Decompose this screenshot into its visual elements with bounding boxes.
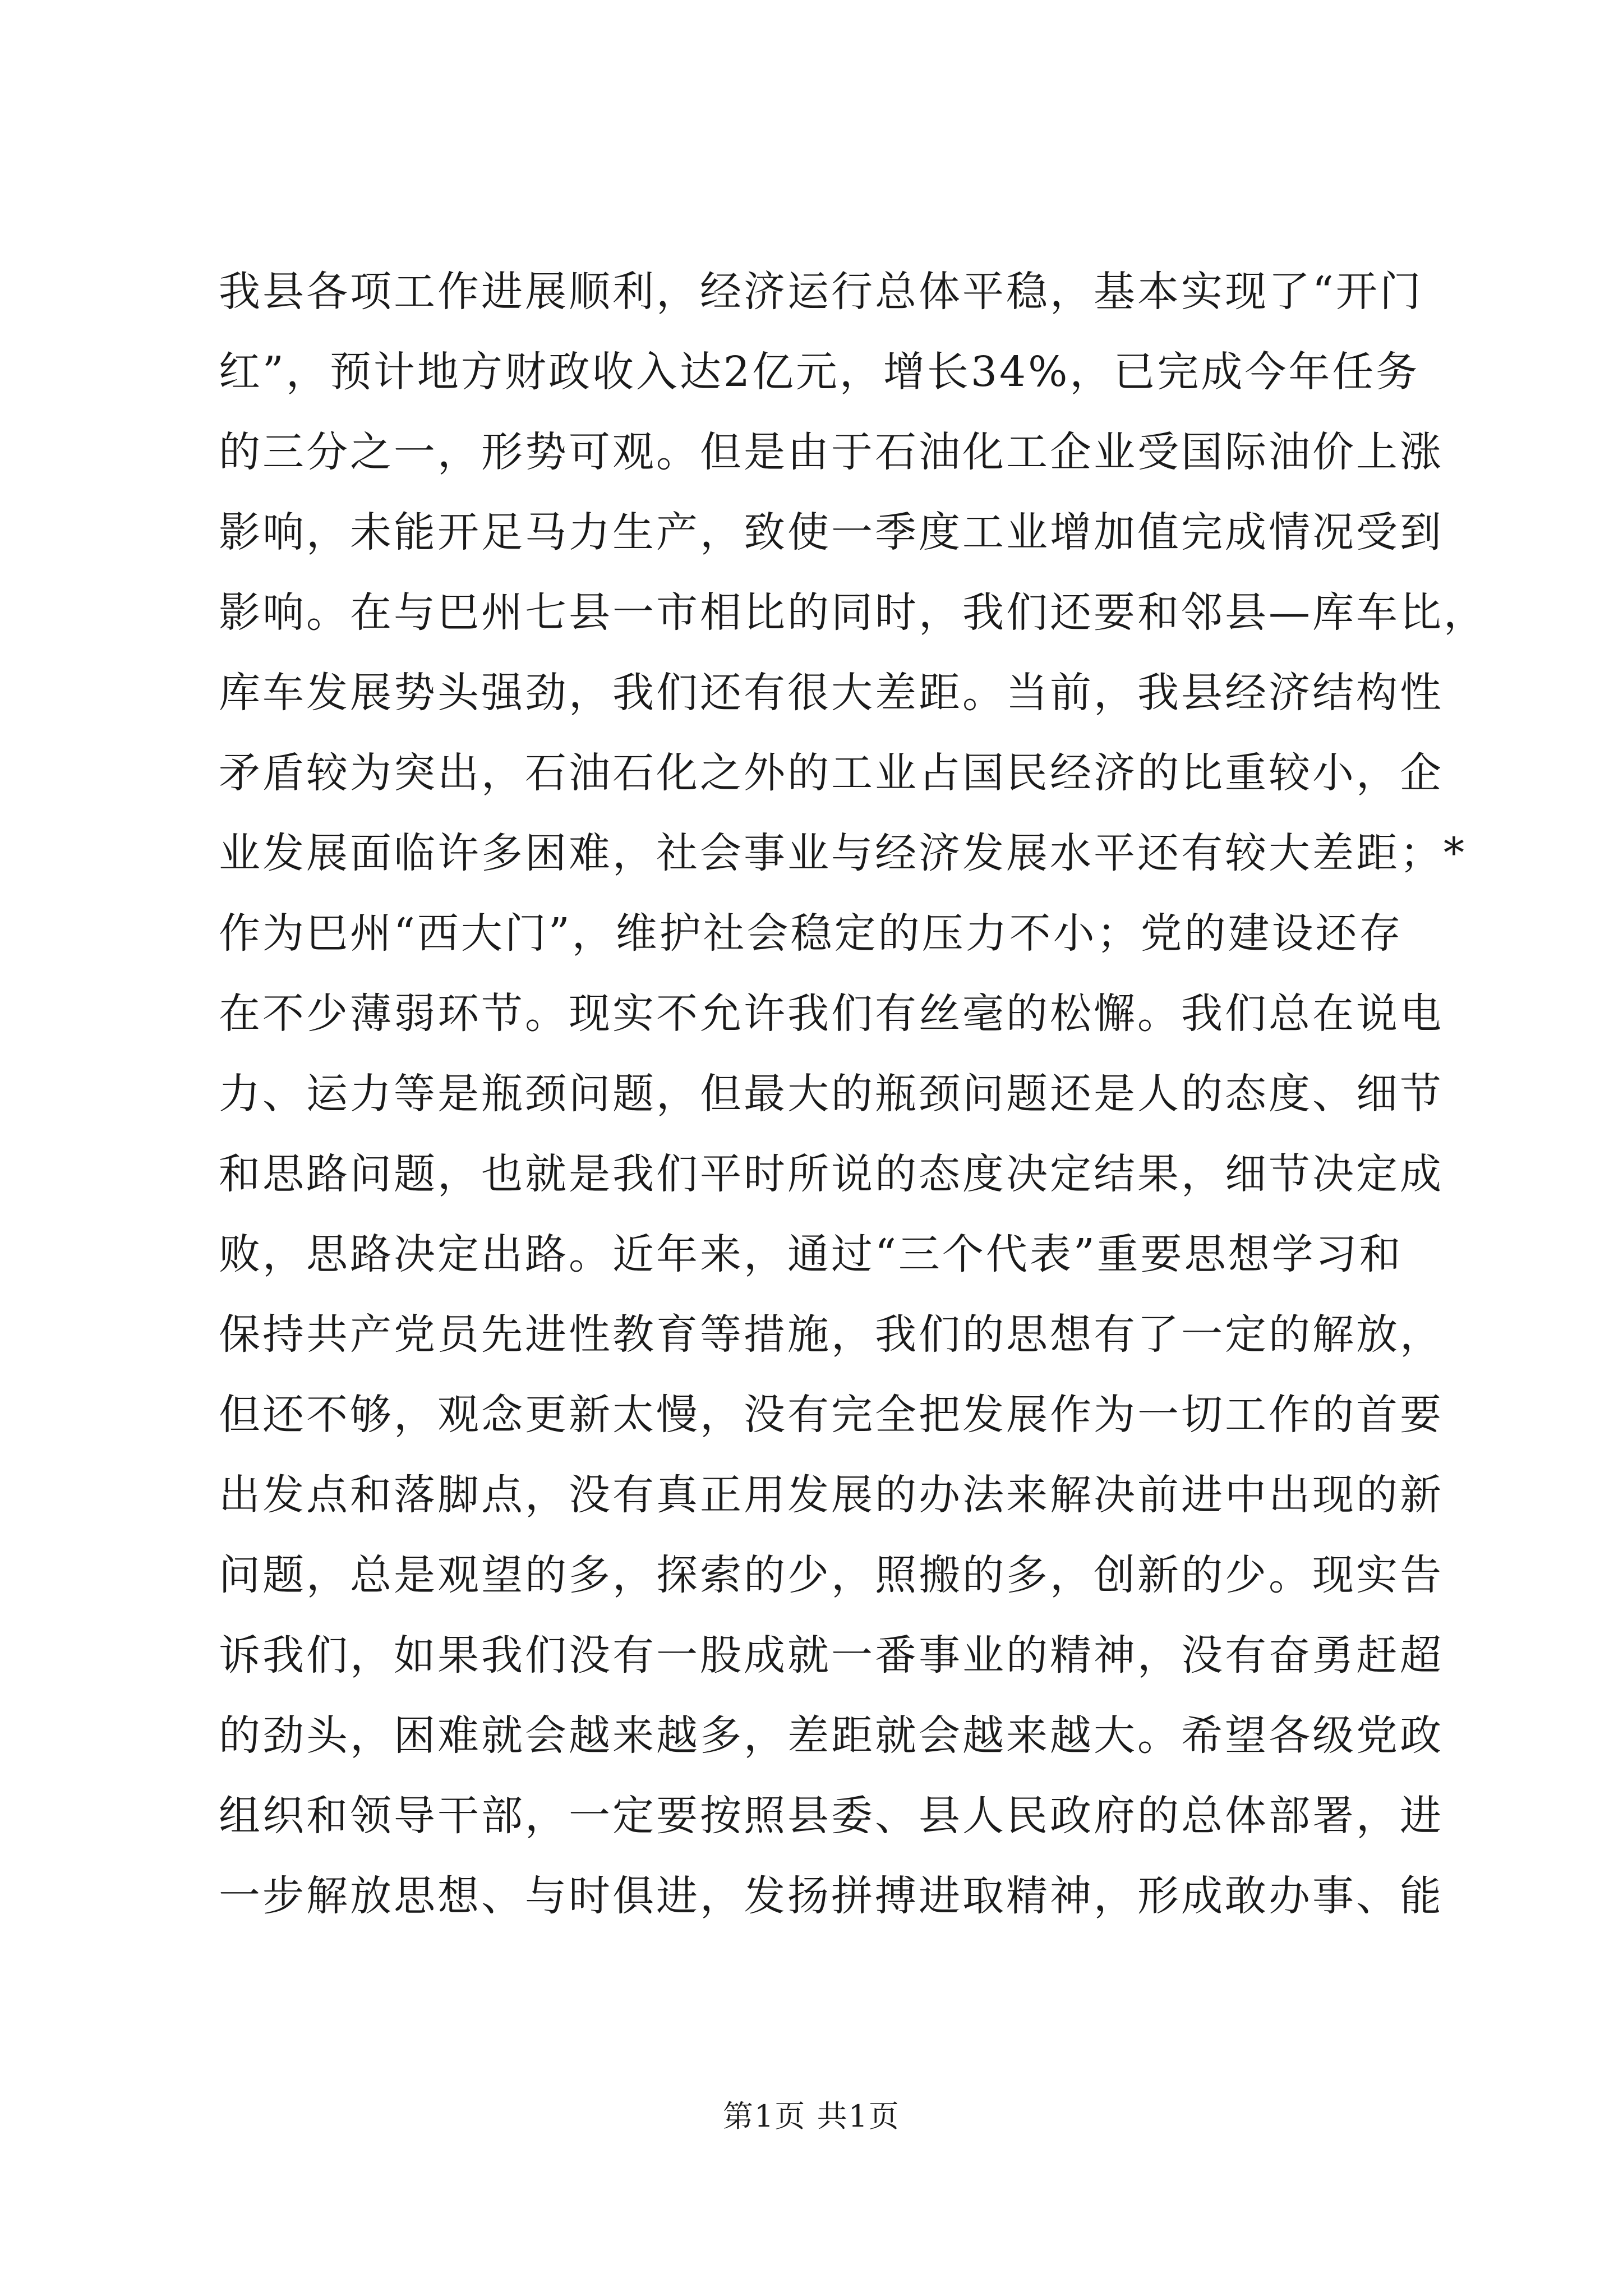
text-line: 红”，预计地方财政收入达2亿元，增长34%，已完成今年任务 [219, 348, 1420, 396]
text-line: 影响，未能开足马力生产，致使一季度工业增加值完成情况受到 [219, 508, 1444, 556]
text-line: 我县各项工作进展顺利，经济运行总体平稳，基本实现了“开门 [219, 268, 1423, 316]
text-line: 出发点和落脚点，没有真正用发展的办法来解决前进中出现的新 [219, 1471, 1444, 1519]
text-line: 矛盾较为突出，石油石化之外的工业占国民经济的比重较小，企 [219, 749, 1444, 797]
text-line: 库车发展势头强劲，我们还有很大差距。当前，我县经济结构性 [219, 669, 1444, 717]
text-line: 诉我们，如果我们没有一股成就一番事业的精神，没有奋勇赶超 [219, 1631, 1444, 1680]
text-line: 保持共产党员先进性教育等措施，我们的思想有了一定的解放， [219, 1310, 1444, 1359]
text-line: 一步解放思想、与时俱进，发扬拼搏进取精神，形成敢办事、能 [219, 1872, 1444, 1920]
text-line: 败，思路决定出路。近年来，通过“三个代表”重要思想学习和 [219, 1230, 1403, 1278]
text-line: 组织和领导干部，一定要按照县委、县人民政府的总体部署，进 [219, 1792, 1444, 1840]
text-line: 在不少薄弱环节。现实不允许我们有丝毫的松懈。我们总在说电 [219, 990, 1444, 1038]
page-number-footer: 第1页 共1页 [723, 2099, 900, 2134]
text-line: 问题，总是观望的多，探索的少，照搬的多，创新的少。现实告 [219, 1551, 1444, 1599]
text-line: 的劲头，困难就会越来越多，差距就会越来越大。希望各级党政 [219, 1711, 1444, 1760]
text-line: 力、运力等是瓶颈问题，但最大的瓶颈问题还是人的态度、细节 [219, 1070, 1444, 1118]
text-line: 和思路问题，也就是我们平时所说的态度决定结果，细节决定成 [219, 1150, 1444, 1198]
text-line: 但还不够，观念更新太慢，没有完全把发展作为一切工作的首要 [219, 1391, 1444, 1439]
text-line: 的三分之一，形势可观。但是由于石油化工企业受国际油价上涨 [219, 428, 1444, 476]
text-line: 作为巴州“西大门”，维护社会稳定的压力不小；党的建设还存 [219, 909, 1403, 958]
text-line: 影响。在与巴州七县一市相比的同时，我们还要和邻县—库车比， [219, 588, 1487, 637]
text-line: 业发展面临许多困难，社会事业与经济发展水平还有较大差距；* [219, 829, 1467, 877]
